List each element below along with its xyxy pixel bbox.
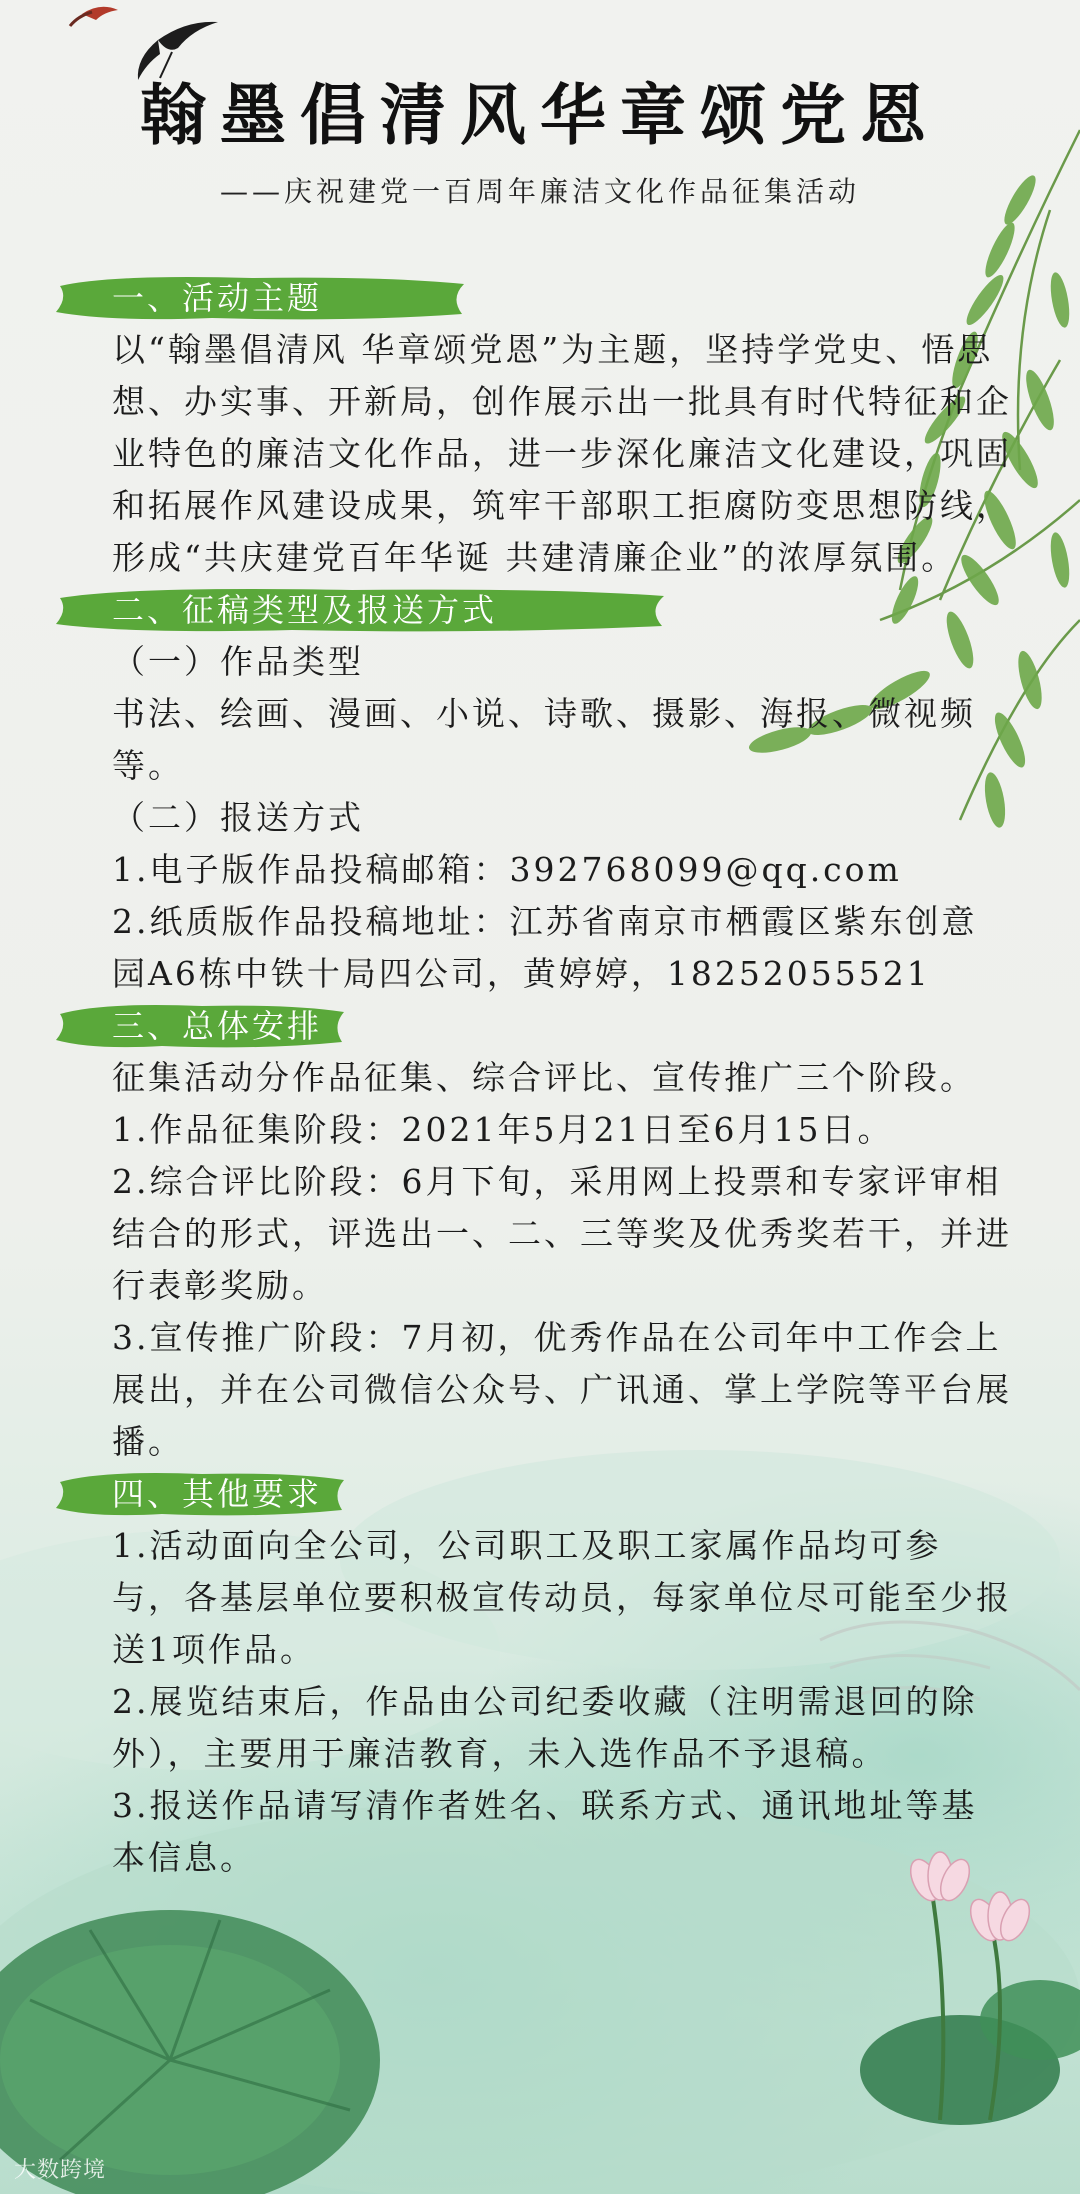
section-theme (112, 272, 1012, 584)
subsection-heading: （二）报送方式 (112, 798, 364, 837)
section-heading-text: 二、征稿类型及报送方式 (112, 591, 498, 629)
email-line: 1.电子版作品投稿邮箱：392768099@qq.com (112, 850, 902, 889)
section-paragraph: 征集活动分作品征集、综合评比、宣传推广三个阶段。 (112, 1058, 976, 1097)
list-item: 3.宣传推广阶段：7月初，优秀作品在公司年中工作会上展出，并在公司微信公众号、广讯通、掌上学院等平台展播。 (112, 1318, 1012, 1461)
section-schedule (112, 1000, 1012, 1468)
watermark-logo: 大数跨境 (14, 2158, 107, 2183)
section-heading-text: 四、其他要求 (112, 1475, 323, 1513)
section-heading-badge (92, 1000, 1012, 1052)
address-line: 2.纸质版作品投稿地址：江苏省南京市栖霞区紫东创意园A6栋中铁十局四公司，黄婷婷，18252055521 (112, 902, 978, 993)
section-heading-text: 三、总体安排 (112, 1007, 323, 1045)
section-paragraph: 书法、绘画、漫画、小说、诗歌、摄影、海报、微视频等。 (112, 694, 976, 785)
content-body (112, 272, 1012, 1884)
section-heading-text: 一、活动主题 (112, 279, 323, 317)
list-item: 1.活动面向全公司，公司职工及职工家属作品均可参与，各基层单位要积极宣传动员，每家单位尽可能至少报送1项作品。 (112, 1526, 1012, 1669)
list-item: 1.作品征集阶段：2021年5月21日至6月15日。 (112, 1110, 894, 1149)
page-title: 翰墨倡清风华章颂党恩 (140, 76, 940, 154)
list-item: 2.展览结束后，作品由公司纪委收藏（注明需退回的除外），主要用于廉洁教育，未入选作品不予退稿。 (112, 1682, 978, 1773)
list-item: 3.报送作品请写清作者姓名、联系方式、通讯地址等基本信息。 (112, 1786, 978, 1877)
section-heading-badge (92, 584, 1012, 636)
section-heading-badge (92, 1468, 1012, 1520)
section-paragraph: 以“翰墨倡清风 华章颂党恩”为主题，坚持学党史、悟思想、办实事、开新局，创作展示出一批具有时代特征和企业特色的廉洁文化作品，进一步深化廉洁文化建设，巩固和拓展作风建设成果，筑牢干部职工拒腐防变思想防线，形成“共庆建党百年华诞 共建清廉企业”的浓厚氛围。 (112, 330, 1012, 577)
section-submission-types (112, 584, 1012, 1000)
list-item: 2.综合评比阶段：6月下旬，采用网上投票和专家评审相结合的形式，评选出一、二、三等奖及优秀奖若干，并进行表彰奖励。 (112, 1162, 1012, 1305)
section-other-requirements (112, 1468, 1012, 1884)
section-heading-badge (92, 272, 1012, 324)
subsection-heading: （一）作品类型 (112, 642, 364, 681)
page-subtitle: ——庆祝建党一百周年廉洁文化作品征集活动 (219, 175, 860, 208)
